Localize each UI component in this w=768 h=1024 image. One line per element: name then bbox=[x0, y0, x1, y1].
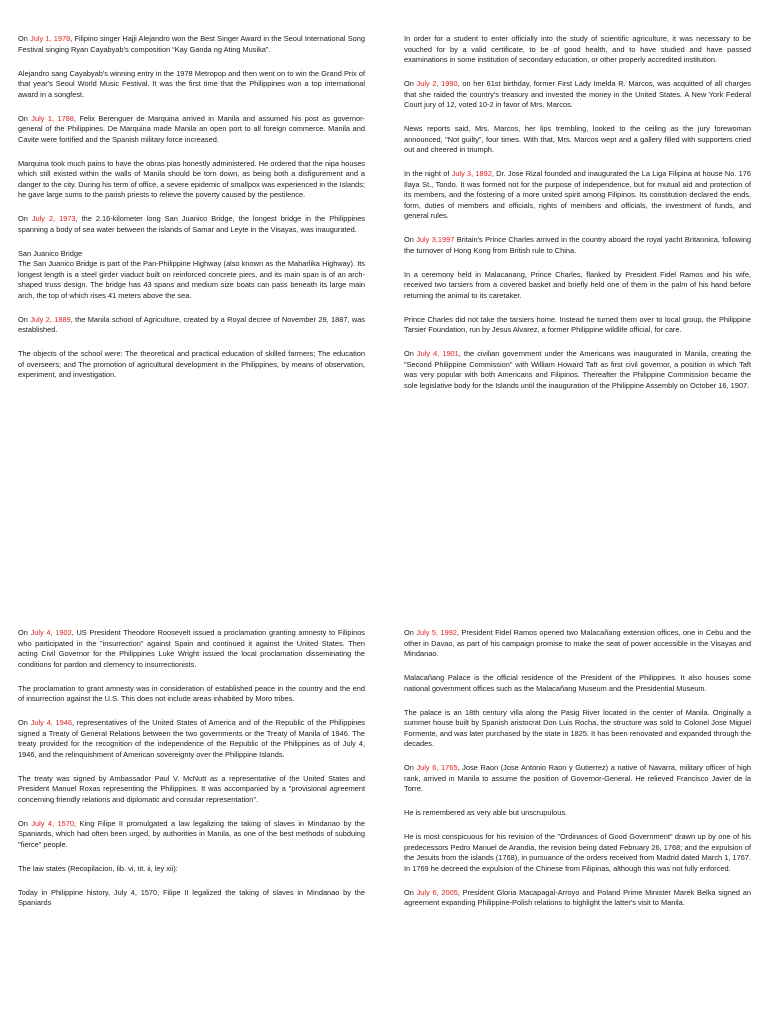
entry-date: July 4, 1901 bbox=[416, 349, 459, 358]
prefix: On bbox=[404, 628, 417, 637]
entry-text: Britain's Prince Charles arrived in the country aboard the royal yacht Britannica, following the turnover of Hong Kong from British rule to China. bbox=[404, 235, 751, 255]
paragraph: Alejandro sang Cayabyab's winning entry in the 1978 Metropop and then went on to win the Grand Prix of that year's Seoul World Music Festival. It was the first time that the Philippines won a top international award in a songfest. bbox=[18, 68, 365, 99]
prefix: On bbox=[18, 628, 31, 637]
paragraph: The law states (Recopilacion, lib. vi, tit. ii, ley xii): bbox=[18, 863, 178, 873]
prefix: In the night of bbox=[404, 169, 452, 178]
entry-date: July 6, 1765 bbox=[416, 763, 458, 772]
prefix: On bbox=[18, 214, 32, 223]
section-heading: San Juanico Bridge bbox=[18, 248, 83, 258]
entry-date: July 1, 1788 bbox=[31, 113, 74, 123]
entry-date: July 3,1997 bbox=[416, 235, 455, 244]
bottom-right-column bbox=[404, 628, 751, 922]
top-left-column bbox=[18, 34, 365, 394]
prefix: On bbox=[18, 34, 31, 43]
entry-july-2-1889 bbox=[18, 315, 365, 336]
entry-july-3-1892 bbox=[404, 169, 751, 222]
prefix: On bbox=[404, 887, 417, 897]
paragraph: News reports said, Mrs. Marcos, her lips trembling, looked to the ceiling as the jury forewoman announced, "Not guilty", four times. With that, Mrs. Marcos wept and a gallery filled with supporters cried out and cheered in triumph. bbox=[404, 124, 751, 154]
entry-july-4-1901 bbox=[404, 349, 751, 391]
entry-july-3-1997 bbox=[404, 235, 751, 256]
entry-text: , King Filipe II promulgated a law legalizing the taking of slaves in Mindanao by the Spaniards, which had often been urged, by authorities in Manila, as one of the best methods of subduing "fierce" people. bbox=[18, 818, 365, 849]
paragraph: He is remembered as very able but unscrupulous. bbox=[404, 808, 568, 817]
entry-july-4-1946 bbox=[18, 718, 365, 760]
entry-july-4-1570 bbox=[18, 819, 365, 851]
paragraph: In order for a student to enter officially into the study of scientific agriculture, it was necessary to be vouched for by a valid certificate, to be of good health, and to have studied and have passed examinations in some institution of secondary education, or other properly accredited institution. bbox=[404, 34, 751, 64]
entry-text: , the civilian government under the Americans was inaugurated in Manila, creating the "Second Philippine Commission" with William Howard Taft as first civil governor, a position in which Taft was very popular with both Americans and Filipinos. Thereafter the Philippine Commission became the sole legislative body for the Islands until the inauguration of the Philippine Assembly on October 16, 1907. bbox=[404, 349, 751, 390]
entry-text: , US President Theodore Roosevelt issued a proclamation granting amnesty to Filipinos who participated in the "insurrection" against Spain and continued it against the United States. Then acting Civil Governor for the Philippines Luke Wright issued the local proclamation disseminating the conditions for pardon and clemency to insurrectionists. bbox=[18, 628, 365, 669]
top-right-column bbox=[404, 34, 751, 405]
prefix: On bbox=[18, 718, 31, 727]
bridge-section bbox=[18, 249, 365, 302]
paragraph: Marquina took much pains to have the obras pias honestly administered. He ordered that the nipa houses which still existed within the walls of Manila should be torn down, as being both a disfigurement and a danger to the city. During his term of office, a severe epidemic of smallpox was experienced in the Islands; he gave large sums to the parish priests to relieve the poverty caused by the pestilence. bbox=[18, 158, 365, 199]
entry-date: July 4, 1570 bbox=[31, 818, 74, 828]
entry-text: , representatives of the United States of America and of the Republic of the Philippines signed a Treaty of General Relations between the two governments or the Treaty of Manila of 1946. The treaty provided for the recognition of the independence of the Republic of the Philippines as of July 4, 1946, and the relinquishment of American sovereignty over the Philippine Islands. bbox=[18, 718, 365, 759]
entry-date: July 5, 1992 bbox=[416, 628, 457, 637]
prefix: On bbox=[18, 818, 32, 828]
prefix: On bbox=[404, 235, 417, 244]
entry-text: , Filipino singer Hajji Alejandro won the Best Singer Award in the Seoul International Song Festival singing Ryan Cayabyab's composition “Kay Ganda ng Ating Musika”. bbox=[18, 34, 365, 54]
section-text: The San Juanico Bridge is part of the Pan-Philippine Highway (also known as the Maharlika Highway). Its longest length is a steel girder viaduct built on reinforced concrete piers, and its main span is of an arch-shaped truss design. The bridge has 43 spans and medium size boats can pass beneath its large main arch, the top of which rises 41 meters above the sea. bbox=[18, 259, 365, 300]
entry-date: July 4, 1902 bbox=[30, 628, 72, 637]
paragraph: Malacañang Palace is the official residence of the President of the Philippines. It also houses some national government offices such as the Malacañang Museum and the Presidential Museum. bbox=[404, 673, 751, 693]
prefix: On bbox=[404, 349, 417, 358]
paragraph: Prince Charles did not take the tarsiers home. Instead he turned them over to local group, the Philippine Tarsier Foundation, run by Jesus Alvarez, a former Philippine wildlife official, for care. bbox=[404, 314, 751, 334]
prefix: On bbox=[404, 763, 417, 772]
entry-date: July 1, 1978 bbox=[30, 34, 71, 43]
prefix: On bbox=[404, 79, 417, 88]
paragraph: In a ceremony held in Malacanang, Prince Charles, flanked by President Fidel Ramos and his wife, received two tarsiers from a covered basket and briefly held one of them in the palm of his hand before returning the animal to its caretaker. bbox=[404, 269, 751, 300]
entry-date: July 2, 1889 bbox=[30, 314, 71, 324]
entry-date: July 4, 1946 bbox=[30, 718, 72, 727]
entry-july-1-1978 bbox=[18, 34, 365, 55]
entry-text: , Felix Berenguer de Marquina arrived in Manila and assumed his post as governor-general of the Philippines. De Marquina made Manila an open port to all foreign commerce. Manila and Cavite were fortified and the Spanish military force increased. bbox=[18, 113, 365, 144]
bottom-left-column bbox=[18, 628, 365, 922]
paragraph: He is most conspicuous for his revision of the "Ordinances of Good Government" drawn up by one of his predecessors Pedro Manuel de Arandia, the revision being dated February 26, 1768; and the expulsion of the Jesuits from the islands (1768), in pursuance of the orders received from Madrid dated March 1, 1767. In 1769 he decreed the expulsion of the Chinese from Filipinas, although this was not fully enforced. bbox=[404, 832, 751, 873]
entry-text: , the Manila school of Agriculture, created by a Royal decree of November 29, 1887, was established. bbox=[18, 314, 366, 334]
entry-date: July 3, 1892 bbox=[451, 169, 492, 178]
prefix: On bbox=[18, 113, 32, 123]
entry-date: July 2, 1990 bbox=[416, 79, 458, 88]
entry-july-5-1992 bbox=[404, 628, 751, 660]
paragraph: The treaty was signed by Ambassador Paul V. McNutt as a representative of the United States and President Manuel Roxas representing the Philippines. It was accompanied by a "provisional agreement concerning friendly relations and diplomatic and consular representation". bbox=[18, 773, 365, 804]
entry-july-2-1973 bbox=[18, 214, 365, 235]
entry-july-6-1765 bbox=[404, 763, 751, 795]
entry-text: , President Fidel Ramos opened two Malacañang extension offices, one in Cebu and the other in Davao, as part of his campaign promise to make the seat of power accessible in the Visayas and Mindanao. bbox=[404, 628, 751, 658]
entry-july-6-2005 bbox=[404, 888, 751, 909]
paragraph: Today in Philippine history, July 4, 1570, Filipe II legalized the taking of slaves in Mindanao by the Spaniards bbox=[18, 887, 365, 907]
entry-july-1-1788 bbox=[18, 114, 365, 146]
entry-date: July 6, 2005 bbox=[416, 887, 458, 897]
entry-text: , Dr. Jose Rizal founded and inaugurated the La Liga Filipina at house No. 176 Ilaya St., Tondo. It was formed not for the purpose of independence, but for mutual aid and protection of its members, and the fostering of a more united spirit among Filipinos. Its constitution declared the ends, form, duties of members and officials, rights of members and officials, the investment of funds, and general rules. bbox=[404, 169, 751, 220]
entry-text: , the 2.16-kilometer long San Juanico Bridge, the longest bridge in the Philippines spanning a body of sea water between the islands of Samar and Leyte in the Visayas, was inaugurated. bbox=[18, 214, 366, 234]
paragraph: The proclamation to grant amnesty was in consideration of established peace in the country and the end of insurrection against the U.S. This does not include areas inhabited by Moro tribes. bbox=[18, 683, 365, 703]
paragraph: The palace is an 18th century villa along the Pasig River located in the center of Manila. Originally a summer house built by Spanish aristocrat Don Luis Rocha, the structure was sold to Colonel Jose Miguel Formente, and was later purchased by the state in 1825. It has been renovated and expanded through the decades. bbox=[404, 707, 751, 748]
entry-date: July 2, 1973 bbox=[31, 214, 76, 223]
entry-text: , on her 61st birthday, former First Lady Imelda R. Marcos, was acquitted of all charges that she raided the country's treasury and invested the money in the United States. A New York Federal Court jury of 12, voted 10-2 in favor of Mrs. Marcos. bbox=[404, 79, 751, 109]
entry-july-2-1990 bbox=[404, 79, 751, 111]
entry-july-4-1902 bbox=[18, 628, 365, 670]
paragraph: The objects of the school were: The theoretical and practical education of skilled farmers; The education of overseers; and The promotion of agricultural development in the Philippines, by means of observation, experiment, and investigation. bbox=[18, 349, 365, 379]
prefix: On bbox=[18, 314, 31, 324]
entry-text: , Jose Raon (Jose Antonio Raon y Gutierrez) a native of Navarra, military officer of high rank, arrived in Manila to assume the position of Governor-General. He relieved Francisco Javier de la Torre. bbox=[404, 763, 751, 793]
entry-text: , President Gloria Macapagal-Arroyo and Poland Prime Minister Marek Belka signed an agreement expanding Philippine-Polish relations to highlight the latter's visit to Manila. bbox=[404, 887, 751, 907]
